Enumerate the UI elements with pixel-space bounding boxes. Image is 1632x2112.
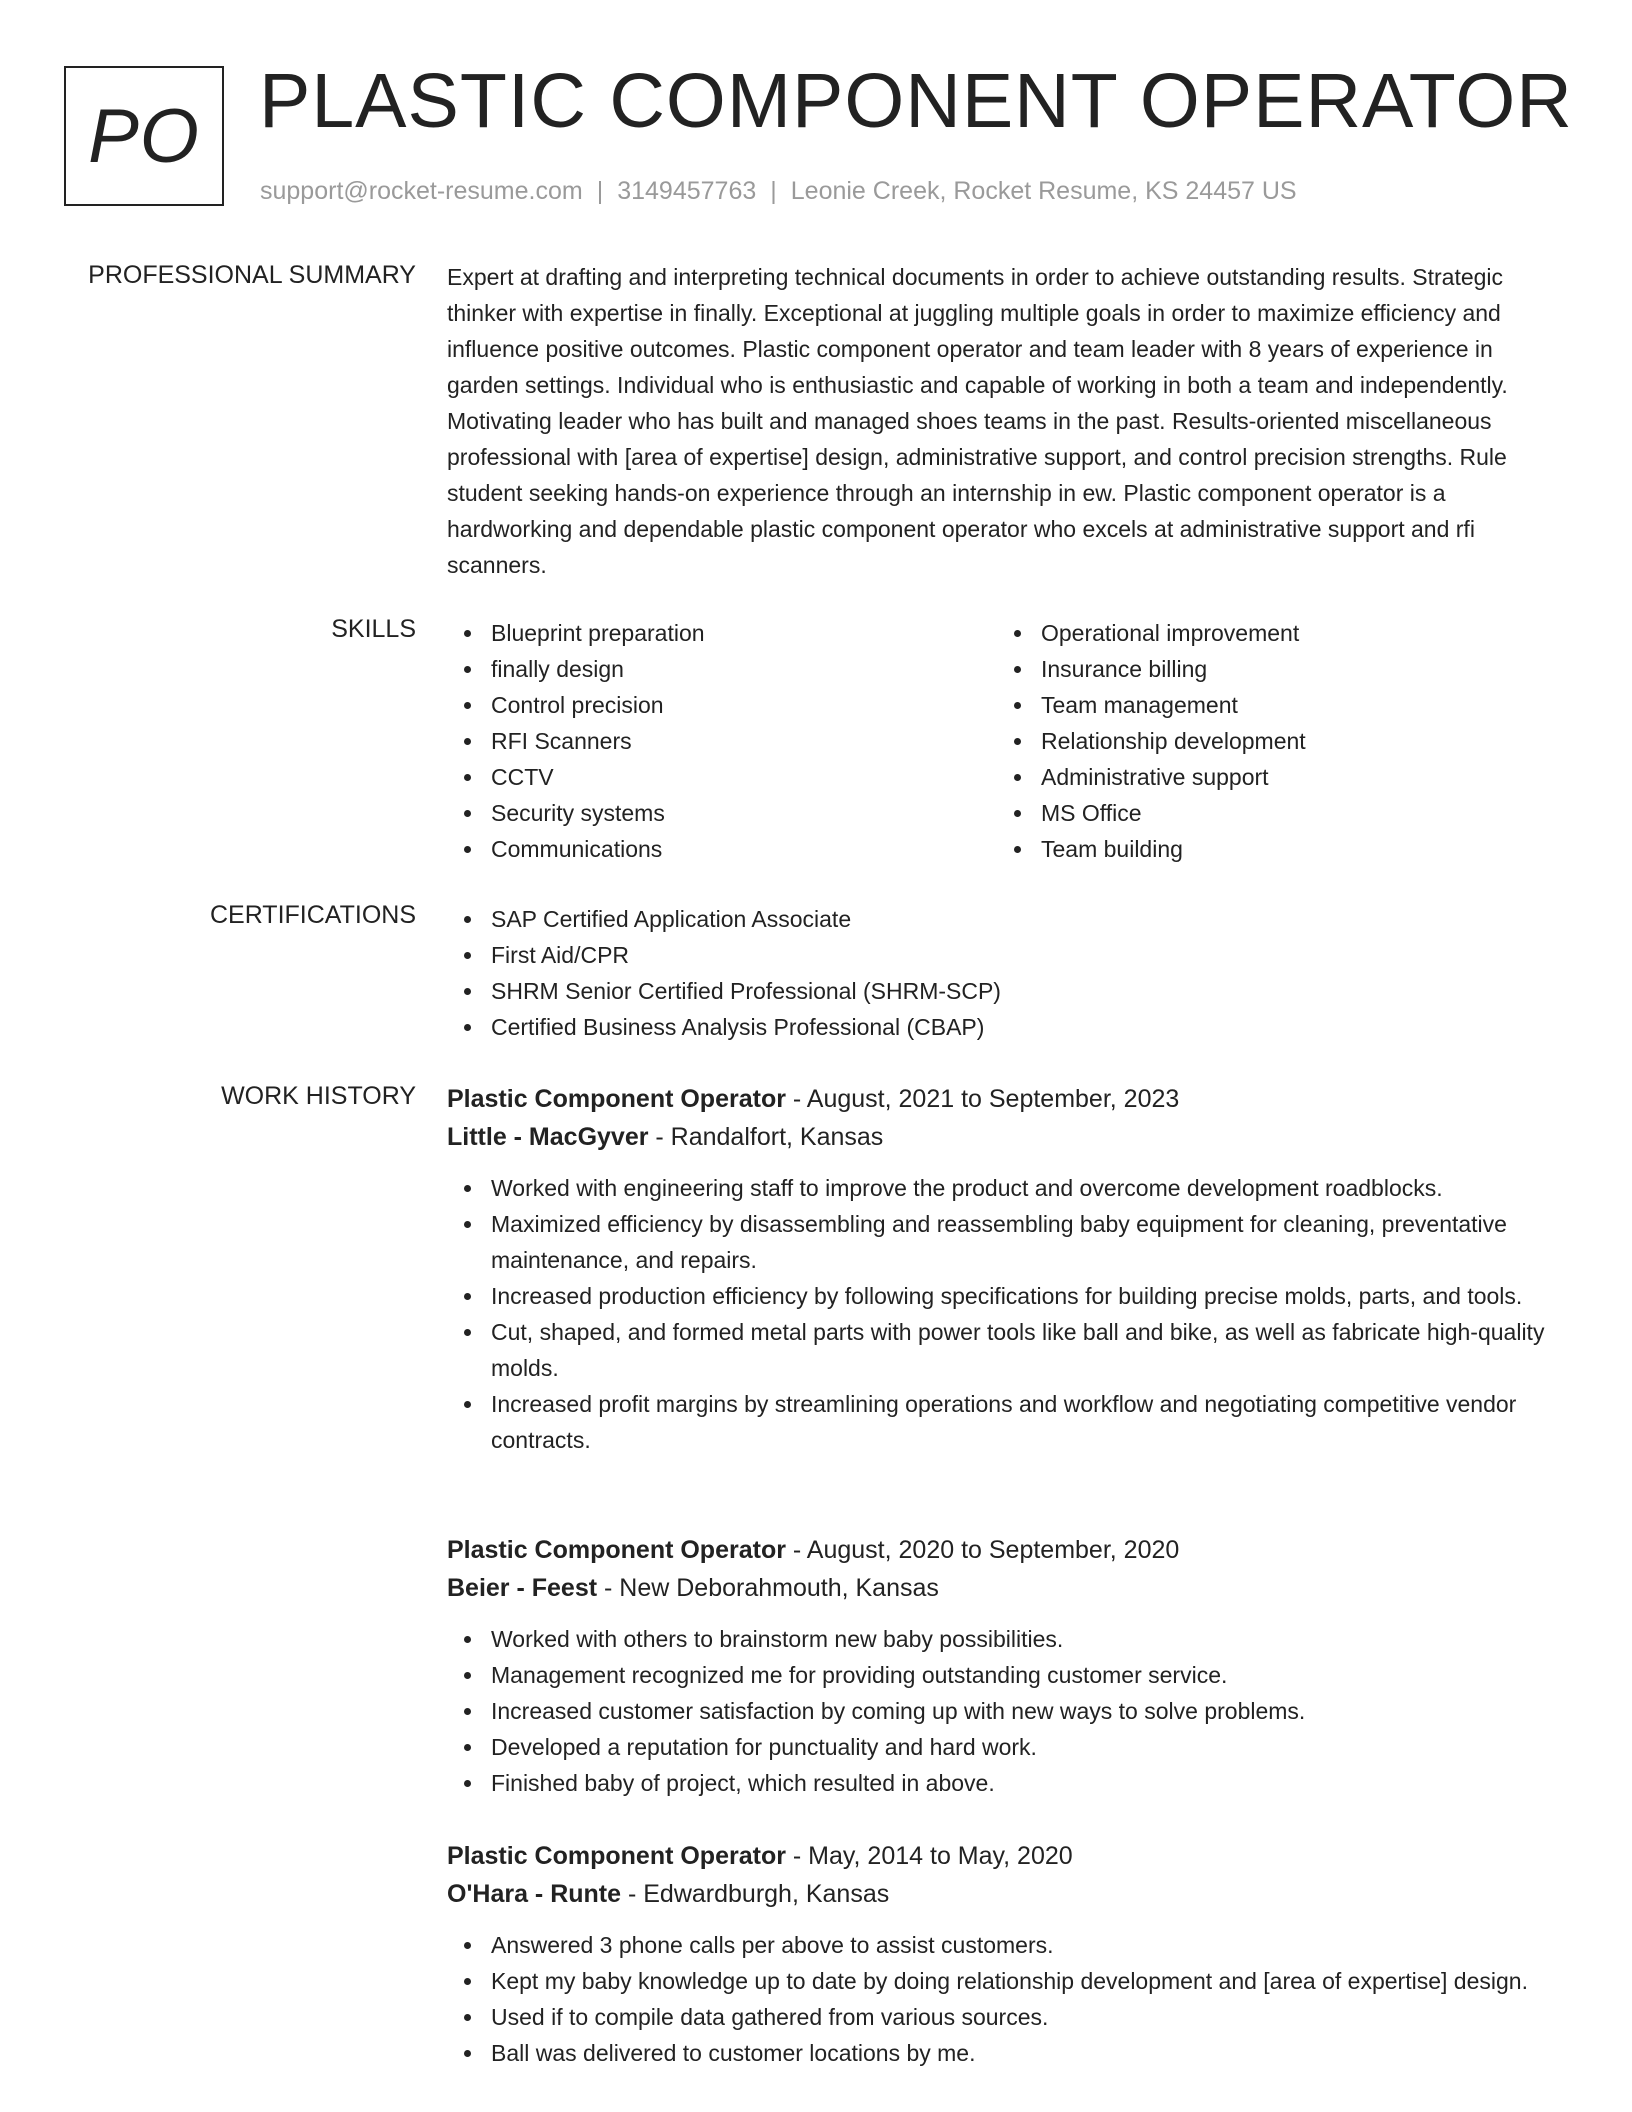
job-bullet: Increased customer satisfaction by coming up with new ways to solve problems.	[447, 1693, 1567, 1729]
skill-item: finally design	[447, 651, 997, 687]
job-title-line	[447, 1837, 1567, 1875]
job-company-line	[447, 1118, 1567, 1156]
job-bullet: Increased production efficiency by following specifications for building precise molds, parts, and tools.	[447, 1278, 1567, 1314]
monogram: PO	[88, 93, 200, 179]
job-bullet: Used if to compile data gathered from various sources.	[447, 1999, 1567, 2035]
skill-item: Team building	[997, 831, 1547, 867]
job-bullet: Management recognized me for providing outstanding customer service.	[447, 1657, 1567, 1693]
job-dates: - August, 2020 to September, 2020	[785, 1536, 1180, 1564]
job-location: - Edwardburgh, Kansas	[621, 1880, 890, 1908]
contact-address: Leonie Creek, Rocket Resume, KS 24457 US	[790, 177, 1297, 205]
summary-text: Expert at drafting and interpreting technical documents in order to achieve outstanding results. Strategic thinker with expertise in finally. Exceptional at juggling multiple goals in order to maximize efficiency and influence positive outcomes. Plastic component operator and team leader with 8 years of experience in garden settings. Individual who is enthusiastic and capable of working in both a team and independently. Motivating leader who has built and managed shoes teams in the past. Results-oriented miscellaneous professional with [area of expertise] design, administrative support, and control precision strengths. Rule student seeking hands-on experience through an internship in ew. Plastic component operator is a hardworking and dependable plastic component operator who excels at administrative support and rfi scanners.	[447, 264, 1508, 578]
job-bullet: Cut, shaped, and formed metal parts with power tools like ball and bike, as well as fabricate high-quality molds.	[447, 1314, 1567, 1386]
skill-item: Insurance billing	[997, 651, 1547, 687]
job-title: Plastic Component Operator	[447, 1842, 786, 1870]
certification-item: Certified Business Analysis Professional (CBAP)	[447, 1009, 1567, 1045]
job-bullets	[447, 1170, 1567, 1458]
job-title-line	[447, 1080, 1567, 1118]
resume-name: PLASTIC COMPONENT OPERATOR	[259, 58, 1573, 144]
job-entry	[447, 1531, 1567, 1801]
job-bullets	[447, 1621, 1567, 1801]
certification-item: SAP Certified Application Associate	[447, 901, 1567, 937]
section-label: CERTIFICATIONS	[209, 901, 416, 929]
contact-phone[interactable]: 3149457763	[617, 177, 757, 205]
job-entry	[447, 1837, 1567, 2071]
job-entry	[447, 1080, 1567, 1458]
contact-email[interactable]: support@rocket-resume.com	[260, 177, 583, 205]
job-bullet: Finished baby of project, which resulted in above.	[447, 1765, 1567, 1801]
skill-item: Relationship development	[997, 723, 1547, 759]
section-label: WORK HISTORY	[221, 1082, 416, 1110]
job-bullet: Developed a reputation for punctuality and hard work.	[447, 1729, 1567, 1765]
job-title: Plastic Component Operator	[447, 1085, 786, 1113]
skill-item: Team management	[997, 687, 1547, 723]
section-label: SKILLS	[331, 615, 416, 643]
skill-item: Control precision	[447, 687, 997, 723]
job-bullet: Worked with engineering staff to improve the product and overcome development roadblocks.	[447, 1170, 1567, 1206]
skill-item: Security systems	[447, 795, 997, 831]
job-title: Plastic Component Operator	[447, 1536, 786, 1564]
job-bullet: Increased profit margins by streamlining operations and workflow and negotiating competitive vendor contracts.	[447, 1386, 1567, 1458]
job-dates: - August, 2021 to September, 2023	[785, 1085, 1180, 1113]
job-company-line	[447, 1875, 1567, 1913]
job-location: - New Deborahmouth, Kansas	[597, 1574, 939, 1602]
contact-separator: |	[596, 177, 604, 205]
certifications-list	[447, 901, 1567, 1045]
certification-item: SHRM Senior Certified Professional (SHRM-SCP)	[447, 973, 1567, 1009]
contact-separator: |	[770, 177, 777, 205]
skills-list-left	[447, 615, 997, 867]
job-bullet: Maximized efficiency by disassembling and reassembling baby equipment for cleaning, preventative maintenance, and repairs.	[447, 1206, 1567, 1278]
job-bullets	[447, 1927, 1567, 2071]
job-company-line	[447, 1569, 1567, 1607]
section-label: PROFESSIONAL SUMMARY	[88, 261, 416, 289]
job-company: O'Hara - Runte	[447, 1880, 622, 1908]
resume-header	[0, 0, 1632, 240]
job-bullet: Kept my baby knowledge up to date by doing relationship development and [area of expertise] design.	[447, 1963, 1567, 1999]
skill-item: RFI Scanners	[447, 723, 997, 759]
job-bullet: Worked with others to brainstorm new baby possibilities.	[447, 1621, 1567, 1657]
job-dates: - May, 2014 to May, 2020	[785, 1842, 1073, 1870]
job-company: Beier - Feest	[447, 1574, 598, 1602]
skill-item: Communications	[447, 831, 997, 867]
skill-item: Blueprint preparation	[447, 615, 997, 651]
job-company: Little - MacGyver	[447, 1123, 649, 1151]
certification-item: First Aid/CPR	[447, 937, 1567, 973]
job-bullet: Answered 3 phone calls per above to assist customers.	[447, 1927, 1567, 1963]
job-title-line	[447, 1531, 1567, 1569]
skill-item: CCTV	[447, 759, 997, 795]
contact-line	[260, 176, 1297, 206]
skills-list-right	[997, 615, 1547, 867]
skill-item: MS Office	[997, 795, 1547, 831]
job-bullet: Ball was delivered to customer locations by me.	[447, 2035, 1567, 2071]
monogram-box	[64, 66, 224, 206]
job-location: - Randalfort, Kansas	[648, 1123, 884, 1151]
skill-item: Administrative support	[997, 759, 1547, 795]
skill-item: Operational improvement	[997, 615, 1547, 651]
